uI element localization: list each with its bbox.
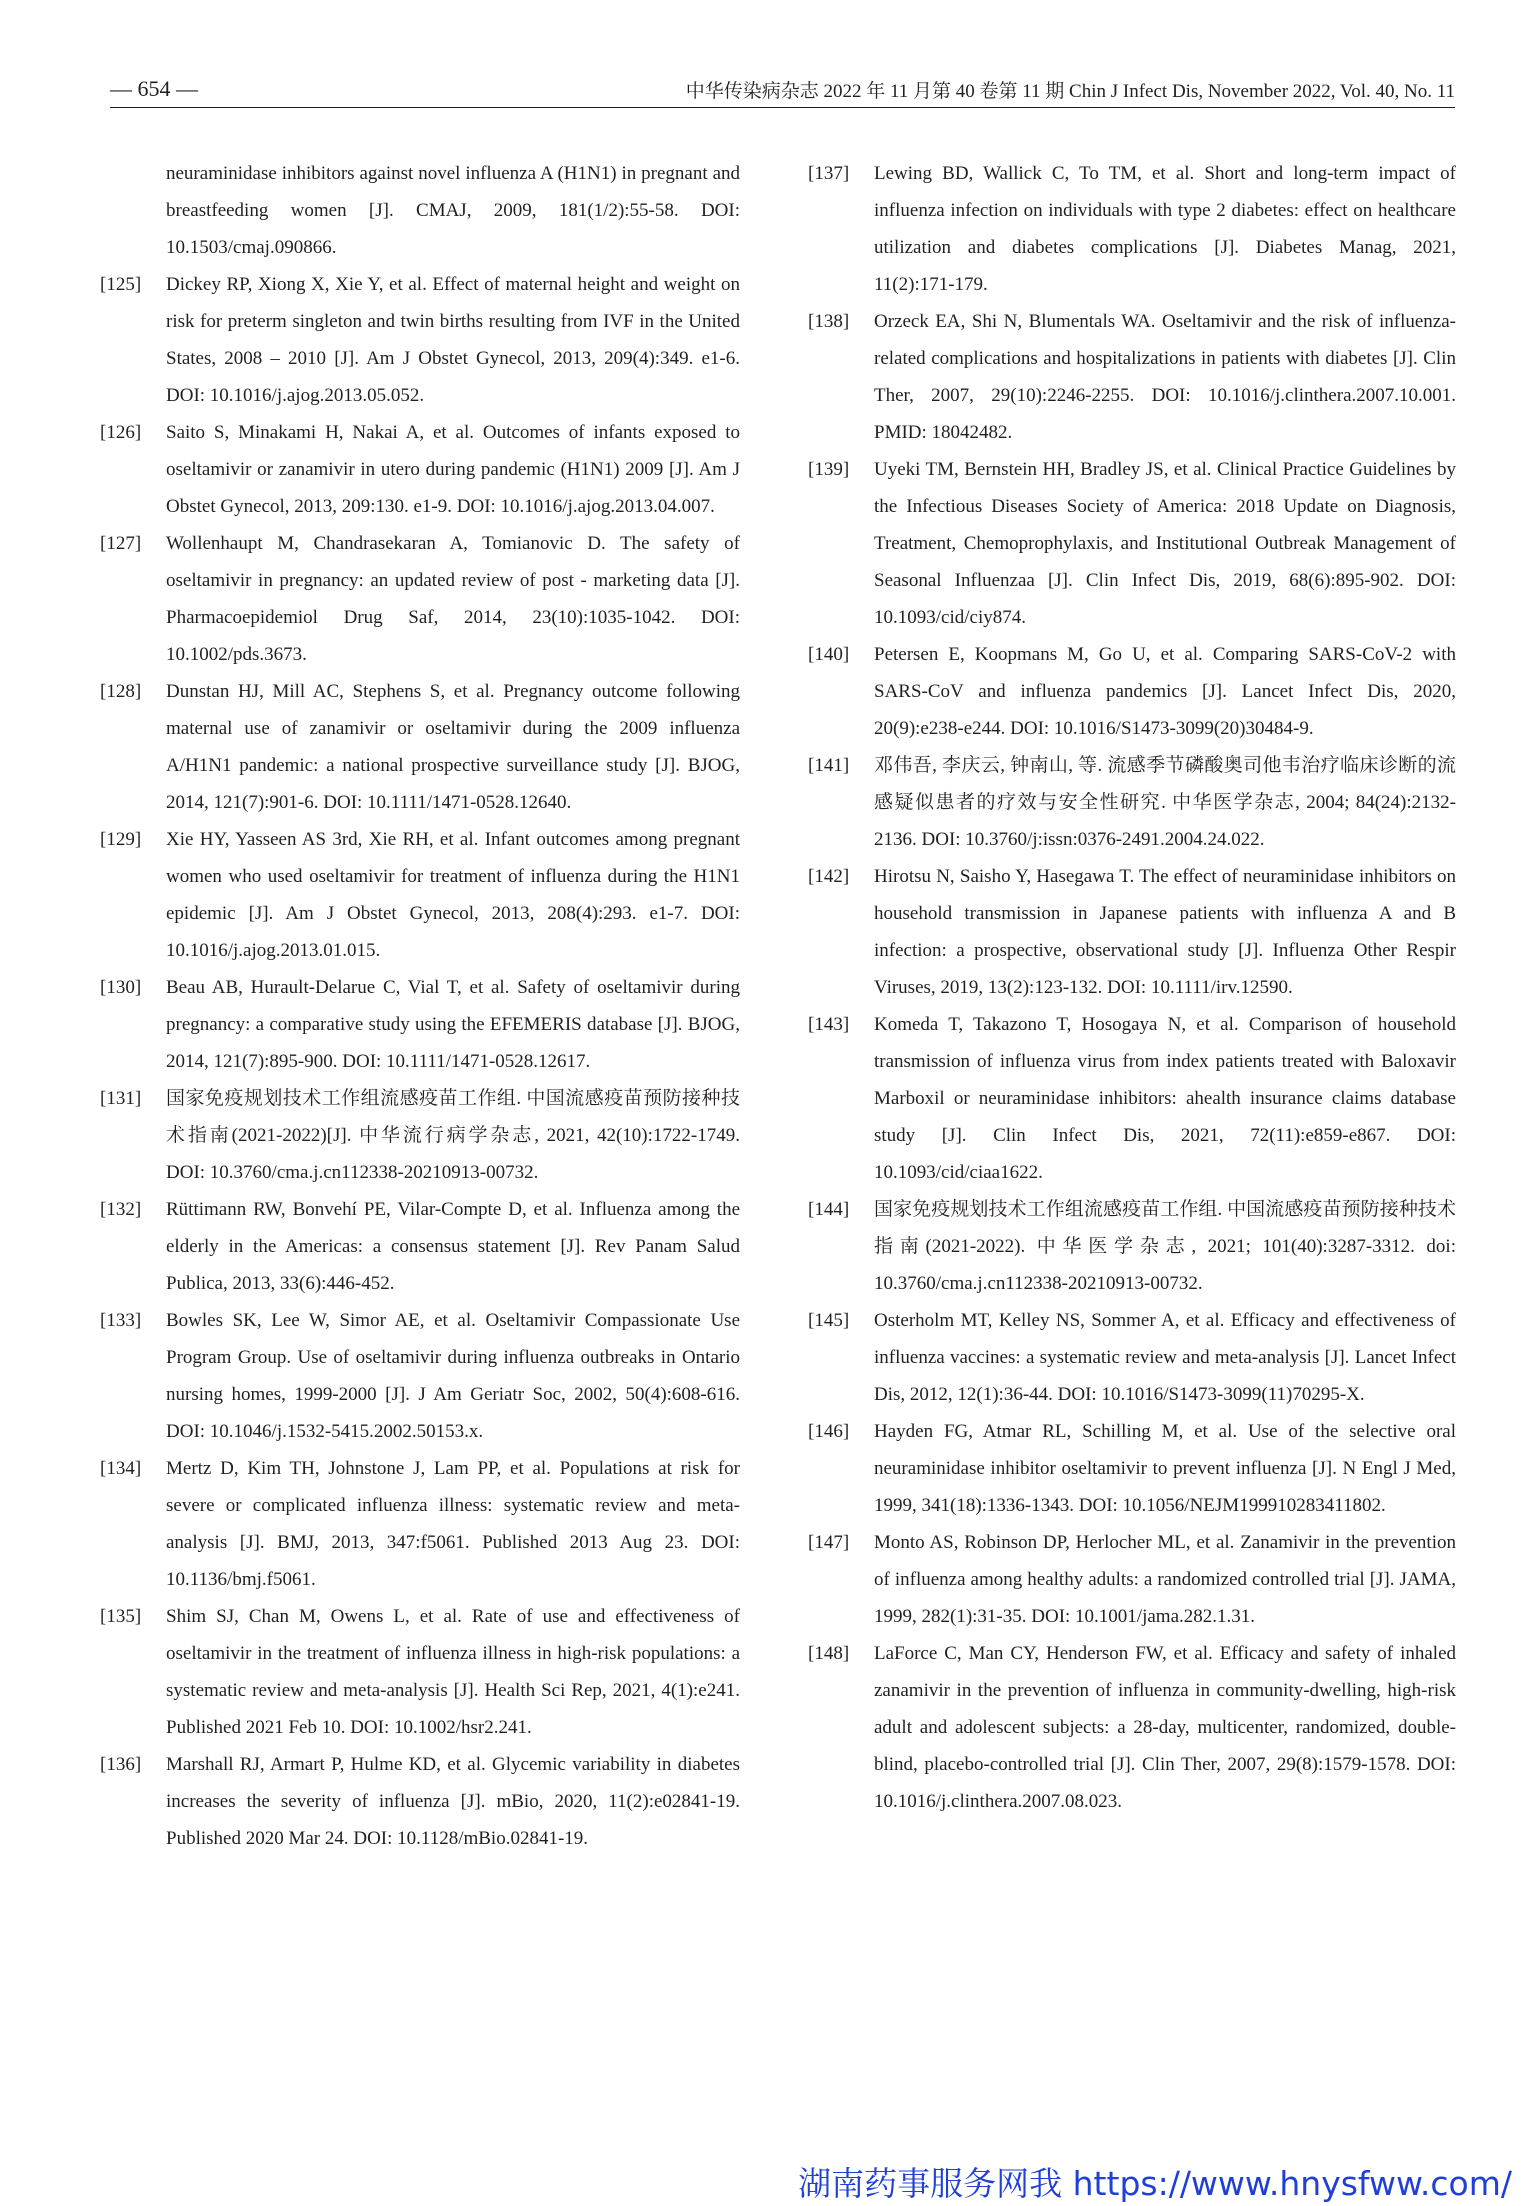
reference-item: [808, 1006, 1456, 1191]
reference-text: Hayden FG, Atmar RL, Schilling M, et al. Use of the selective oral neuraminidase inhibitor oseltamivir to prevent influenza [J]. N Engl J Med, 1999, 341(18):1336-1343. DOI: 10.1056/NEJM199910283411802.: [874, 1421, 1456, 1516]
reference-number: [134]: [100, 1458, 142, 1479]
reference-text: Saito S, Minakami H, Nakai A, et al. Outcomes of infants exposed to oseltamivir or zanamivir in utero during pandemic (H1N1) 2009 [J]. Am J Obstet Gynecol, 2013, 209:130. e1-9. DOI: 10.1016/j.ajog.2013.04.007.: [166, 422, 740, 517]
reference-item: [808, 747, 1456, 858]
reference-text: Beau AB, Hurault-Delarue C, Vial T, et al. Safety of oseltamivir during pregnancy: a comparative study using the EFEMERIS database [J]. BJOG, 2014, 121(7):895-900. DOI: 10.1111/1471-0528.12617.: [166, 977, 740, 1072]
reference-text: Orzeck EA, Shi N, Blumentals WA. Oseltamivir and the risk of influenza-related complications and hospitalizations in patients with diabetes [J]. Clin Ther, 2007, 29(10):2246-2255. DOI: 10.1016/j.clinthera.2007.10.001. PMID: 18042482.: [874, 311, 1456, 443]
reference-number: [143]: [808, 1014, 850, 1035]
reference-text: neuraminidase inhibitors against novel influenza A (H1N1) in pregnant and breastfeeding women [J]. CMAJ, 2009, 181(1/2):55-58. DOI: 10.1503/cmaj.090866.: [166, 163, 740, 258]
reference-number: [138]: [808, 311, 850, 332]
reference-number: [145]: [808, 1310, 850, 1331]
reference-text: Uyeki TM, Bernstein HH, Bradley JS, et al. Clinical Practice Guidelines by the Infectious Diseases Society of America: 2018 Update on Diagnosis, Treatment, Chemoprophylaxis, and Institutional Outbreak Management of Seasonal Influenzaa [J]. Clin Infect Dis, 2019, 68(6):895-902. DOI: 10.1093/cid/ciy874.: [874, 459, 1456, 628]
reference-text: Xie HY, Yasseen AS 3rd, Xie RH, et al. Infant outcomes among pregnant women who used oseltamivir for treatment of influenza during the H1N1 epidemic [J]. Am J Obstet Gynecol, 2013, 208(4):293. e1-7. DOI: 10.1016/j.ajog.2013.01.015.: [166, 829, 740, 961]
reference-number: [144]: [808, 1199, 850, 1220]
reference-number: [148]: [808, 1643, 850, 1664]
reference-number: [147]: [808, 1532, 850, 1553]
header-divider: [110, 107, 1455, 108]
reference-item: [100, 266, 740, 414]
reference-text: 国家免疫规划技术工作组流感疫苗工作组. 中国流感疫苗预防接种技术指南(2021-2022). 中华医学杂志, 2021; 101(40):3287-3312. doi: 10.3760/cma.j.cn112338-20210913-00732.: [874, 1199, 1456, 1294]
reference-number: [135]: [100, 1606, 142, 1627]
journal-running-head: 中华传染病杂志 2022 年 11 月第 40 卷第 11 期 Chin J Infect Dis, November 2022, Vol. 40, No. 11: [685, 81, 1455, 102]
reference-item: [100, 1450, 740, 1598]
page-number: — 654 —: [110, 76, 198, 101]
reference-number: [133]: [100, 1310, 142, 1331]
reference-number: [132]: [100, 1199, 142, 1220]
reference-item: [100, 1746, 740, 1857]
reference-text: 国家免疫规划技术工作组流感疫苗工作组. 中国流感疫苗预防接种技术指南(2021-2022)[J]. 中华流行病学杂志, 2021, 42(10):1722-1749. DOI: 10.3760/cma.j.cn112338-20210913-00732.: [166, 1088, 740, 1183]
right-reference-column: [808, 155, 1456, 1820]
reference-text: Marshall RJ, Armart P, Hulme KD, et al. Glycemic variability in diabetes increases the severity of influenza [J]. mBio, 2020, 11(2):e02841-19. Published 2020 Mar 24. DOI: 10.1128/mBio.02841-19.: [166, 1754, 740, 1849]
reference-text: Mertz D, Kim TH, Johnstone J, Lam PP, et al. Populations at risk for severe or complicated influenza illness: systematic review and meta-analysis [J]. BMJ, 2013, 347:f5061. Published 2013 Aug 23. DOI: 10.1136/bmj.f5061.: [166, 1458, 740, 1590]
reference-text: Dickey RP, Xiong X, Xie Y, et al. Effect of maternal height and weight on risk for preterm singleton and twin births resulting from IVF in the United States, 2008 – 2010 [J]. Am J Obstet Gynecol, 2013, 209(4):349. e1-6. DOI: 10.1016/j.ajog.2013.05.052.: [166, 274, 740, 406]
reference-number: [127]: [100, 533, 142, 554]
reference-item: [100, 1191, 740, 1302]
reference-text: LaForce C, Man CY, Henderson FW, et al. Efficacy and safety of inhaled zanamivir in the prevention of influenza in community-dwelling, high-risk adult and adolescent subjects: a 28-day, multicenter, randomized, double-blind, placebo-controlled trial [J]. Clin Ther, 2007, 29(8):1579-1578. DOI: 10.1016/j.clinthera.2007.08.023.: [874, 1643, 1456, 1812]
reference-text: Lewing BD, Wallick C, To TM, et al. Short and long-term impact of influenza infection on individuals with type 2 diabetes: effect on healthcare utilization and diabetes complications [J]. Diabetes Manag, 2021, 11(2):171-179.: [874, 163, 1456, 295]
reference-text: Hirotsu N, Saisho Y, Hasegawa T. The effect of neuraminidase inhibitors on household transmission in Japanese patients with influenza A and B infection: a prospective, observational study [J]. Influenza Other Respir Viruses, 2019, 13(2):123-132. DOI: 10.1111/irv.12590.: [874, 866, 1456, 998]
site-watermark: 湖南药事服务网我 https://www.hnysfww.com/: [798, 2164, 1512, 2203]
reference-item: [100, 414, 740, 525]
reference-item: [100, 969, 740, 1080]
reference-item: [100, 673, 740, 821]
reference-item: [100, 1598, 740, 1746]
reference-text: Wollenhaupt M, Chandrasekaran A, Tomianovic D. The safety of oseltamivir in pregnancy: an updated review of post - marketing data [J]. Pharmacoepidemiol Drug Saf, 2014, 23(10):1035-1042. DOI: 10.1002/pds.3673.: [166, 533, 740, 665]
left-reference-column: [100, 155, 740, 1857]
reference-item: [100, 525, 740, 673]
reference-number: [131]: [100, 1088, 142, 1109]
reference-number: [125]: [100, 274, 142, 295]
reference-number: [141]: [808, 755, 850, 776]
reference-continuation: [100, 155, 740, 266]
reference-text: Komeda T, Takazono T, Hosogaya N, et al. Comparison of household transmission of influenza virus from index patients treated with Baloxavir Marboxil or neuraminidase inhibitors: ahealth insurance claims database study [J]. Clin Infect Dis, 2021, 72(11):e859-e867. DOI: 10.1093/cid/ciaa1622.: [874, 1014, 1456, 1183]
reference-item: [808, 155, 1456, 303]
reference-text: Bowles SK, Lee W, Simor AE, et al. Oseltamivir Compassionate Use Program Group. Use of oseltamivir during influenza outbreaks in Ontario nursing homes, 1999-2000 [J]. J Am Geriatr Soc, 2002, 50(4):608-616. DOI: 10.1046/j.1532-5415.2002.50153.x.: [166, 1310, 740, 1442]
reference-item: [808, 858, 1456, 1006]
reference-number: [136]: [100, 1754, 142, 1775]
reference-item: [100, 821, 740, 969]
reference-text: Dunstan HJ, Mill AC, Stephens S, et al. Pregnancy outcome following maternal use of zanamivir or oseltamivir during the 2009 influenza A/H1N1 pandemic: a national prospective surveillance study [J]. BJOG, 2014, 121(7):901-6. DOI: 10.1111/1471-0528.12640.: [166, 681, 740, 813]
reference-number: [126]: [100, 422, 142, 443]
reference-item: [808, 303, 1456, 451]
reference-item: [100, 1080, 740, 1191]
reference-item: [100, 1302, 740, 1450]
reference-number: [140]: [808, 644, 850, 665]
reference-number: [129]: [100, 829, 142, 850]
reference-number: [139]: [808, 459, 850, 480]
reference-text: Petersen E, Koopmans M, Go U, et al. Comparing SARS-CoV-2 with SARS-CoV and influenza pandemics [J]. Lancet Infect Dis, 2020, 20(9):e238-e244. DOI: 10.1016/S1473-3099(20)30484-9.: [874, 644, 1456, 739]
reference-item: [808, 636, 1456, 747]
reference-text: Rüttimann RW, Bonvehí PE, Vilar-Compte D, et al. Influenza among the elderly in the Americas: a consensus statement [J]. Rev Panam Salud Publica, 2013, 33(6):446-452.: [166, 1199, 740, 1294]
reference-number: [137]: [808, 163, 850, 184]
reference-item: [808, 1413, 1456, 1524]
reference-text: 邓伟吾, 李庆云, 钟南山, 等. 流感季节磷酸奥司他韦治疗临床诊断的流感疑似患者的疗效与安全性研究. 中华医学杂志, 2004; 84(24):2132-2136. DOI: 10.3760/j:issn:0376-2491.2004.24.022.: [874, 755, 1456, 850]
reference-number: [146]: [808, 1421, 850, 1442]
reference-text: Osterholm MT, Kelley NS, Sommer A, et al. Efficacy and effectiveness of influenza vaccines: a systematic review and meta-analysis [J]. Lancet Infect Dis, 2012, 12(1):36-44. DOI: 10.1016/S1473-3099(11)70295-X.: [874, 1310, 1456, 1405]
reference-number: [142]: [808, 866, 850, 887]
reference-number: [130]: [100, 977, 142, 998]
running-header: [110, 72, 1455, 108]
reference-item: [808, 1524, 1456, 1635]
reference-text: Shim SJ, Chan M, Owens L, et al. Rate of use and effectiveness of oseltamivir in the treatment of influenza illness in high-risk populations: a systematic review and meta-analysis [J]. Health Sci Rep, 2021, 4(1):e241. Published 2021 Feb 10. DOI: 10.1002/hsr2.241.: [166, 1606, 740, 1738]
reference-item: [808, 451, 1456, 636]
reference-item: [808, 1635, 1456, 1820]
reference-item: [808, 1191, 1456, 1302]
reference-text: Monto AS, Robinson DP, Herlocher ML, et al. Zanamivir in the prevention of influenza among healthy adults: a randomized controlled trial [J]. JAMA, 1999, 282(1):31-35. DOI: 10.1001/jama.282.1.31.: [874, 1532, 1456, 1627]
reference-item: [808, 1302, 1456, 1413]
reference-number: [128]: [100, 681, 142, 702]
